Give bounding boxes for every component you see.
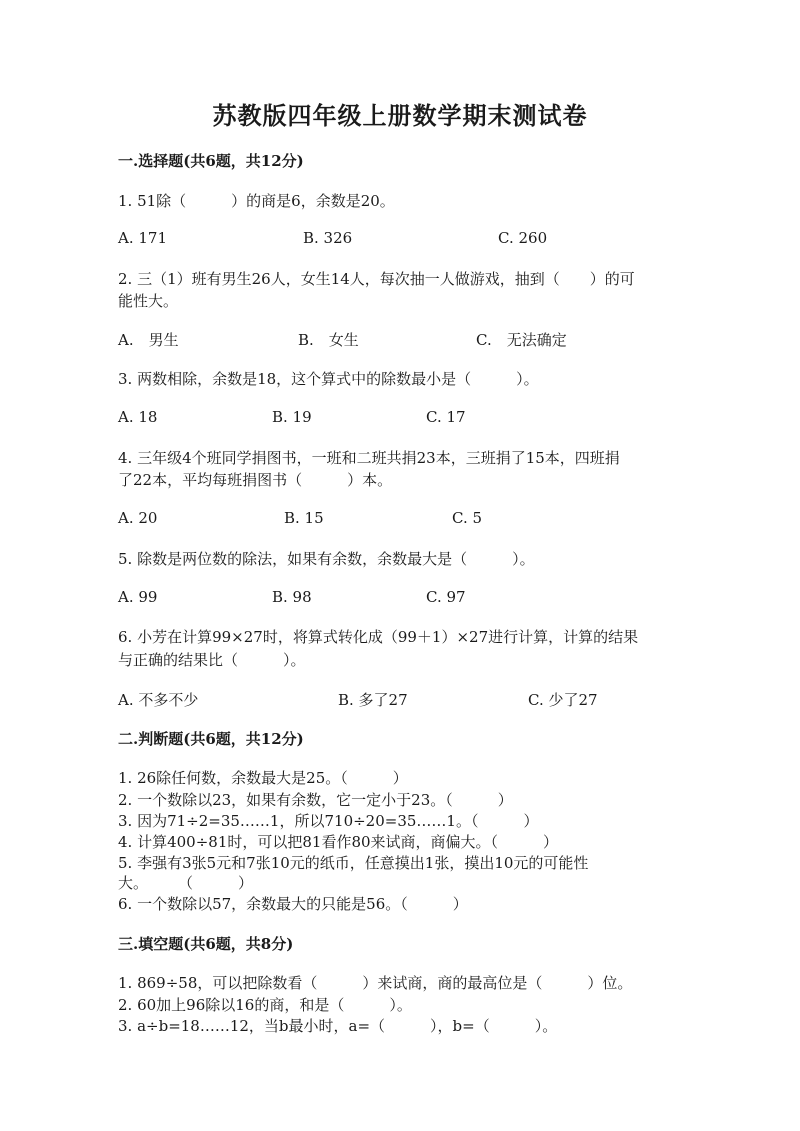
q3-option-b: B. 19 — [272, 408, 312, 426]
q5-option-b: B. 98 — [272, 588, 312, 606]
fill-item-1: 1. 869÷58，可以把除数看（ ）来试商，商的最高位是（ ）位。 — [118, 974, 633, 992]
q2-option-c: C. 无法确定 — [476, 331, 567, 349]
judge-item-1: 1. 26除任何数，余数最大是25。（ ） — [118, 769, 408, 787]
judge-item-5-line-2: 大。 （ ） — [118, 874, 254, 892]
q1-option-c: C. 260 — [498, 229, 548, 247]
question-4-line-2: 了22本，平均每班捐图书（ ）本。 — [118, 471, 393, 489]
q5-option-c: C. 97 — [426, 588, 466, 606]
q1-option-b: B. 326 — [303, 229, 353, 247]
judge-item-5-line-1: 5. 李强有3张5元和7张10元的纸币，任意摸出1张，摸出10元的可能性 — [118, 854, 589, 872]
q2-option-b: B. 女生 — [298, 331, 359, 349]
judge-item-3: 3. 因为71÷2=35……1，所以710÷20=35……1。（ ） — [118, 812, 539, 830]
q1-option-a: A. 171 — [118, 229, 167, 247]
judge-item-2: 2. 一个数除以23，如果有余数，它一定小于23。（ ） — [118, 791, 513, 809]
page-title: 苏教版四年级上册数学期末测试卷 — [212, 101, 588, 130]
section-heading-fill: 三.填空题(共6题，共8分) — [118, 935, 294, 953]
q4-option-b: B. 15 — [284, 509, 324, 527]
fill-item-3: 3. a÷b=18……12，当b最小时，a=（ ），b=（ ）。 — [118, 1017, 558, 1035]
question-6-line-1: 6. 小芳在计算99×27时，将算式转化成（99＋1）×27进行计算，计算的结果 — [118, 628, 639, 646]
section-heading-judge: 二.判断题(共6题，共12分) — [118, 730, 304, 748]
q2-option-a: A. 男生 — [118, 331, 179, 349]
question-2-line-2: 能性大。 — [118, 292, 179, 310]
q3-option-c: C. 17 — [426, 408, 466, 426]
judge-item-6: 6. 一个数除以57，余数最大的只能是56。（ ） — [118, 895, 468, 913]
q6-option-c: C. 少了27 — [528, 691, 598, 709]
q4-option-c: C. 5 — [452, 509, 483, 527]
judge-item-4: 4. 计算400÷81时，可以把81看作80来试商，商偏大。（ ） — [118, 833, 559, 851]
q3-option-a: A. 18 — [118, 408, 158, 426]
q6-option-b: B. 多了27 — [338, 691, 408, 709]
question-1: 1. 51除（ ）的商是6，余数是20。 — [118, 192, 395, 210]
question-6-line-2: 与正确的结果比（ ）。 — [118, 651, 306, 669]
q4-option-a: A. 20 — [118, 509, 158, 527]
question-5: 5. 除数是两位数的除法，如果有余数，余数最大是（ ）。 — [118, 550, 535, 568]
question-4-line-1: 4. 三年级4个班同学捐图书，一班和二班共捐23本，三班捐了15本，四班捐 — [118, 449, 620, 467]
question-3: 3. 两数相除，余数是18，这个算式中的除数最小是（ ）。 — [118, 370, 539, 388]
section-heading-choice: 一.选择题(共6题，共12分) — [118, 152, 304, 170]
fill-item-2: 2. 60加上96除以16的商，和是（ ）。 — [118, 996, 412, 1014]
q5-option-a: A. 99 — [118, 588, 158, 606]
question-2-line-1: 2. 三（1）班有男生26人，女生14人，每次抽一人做游戏，抽到（ ）的可 — [118, 270, 635, 288]
q6-option-a: A. 不多不少 — [118, 691, 199, 709]
